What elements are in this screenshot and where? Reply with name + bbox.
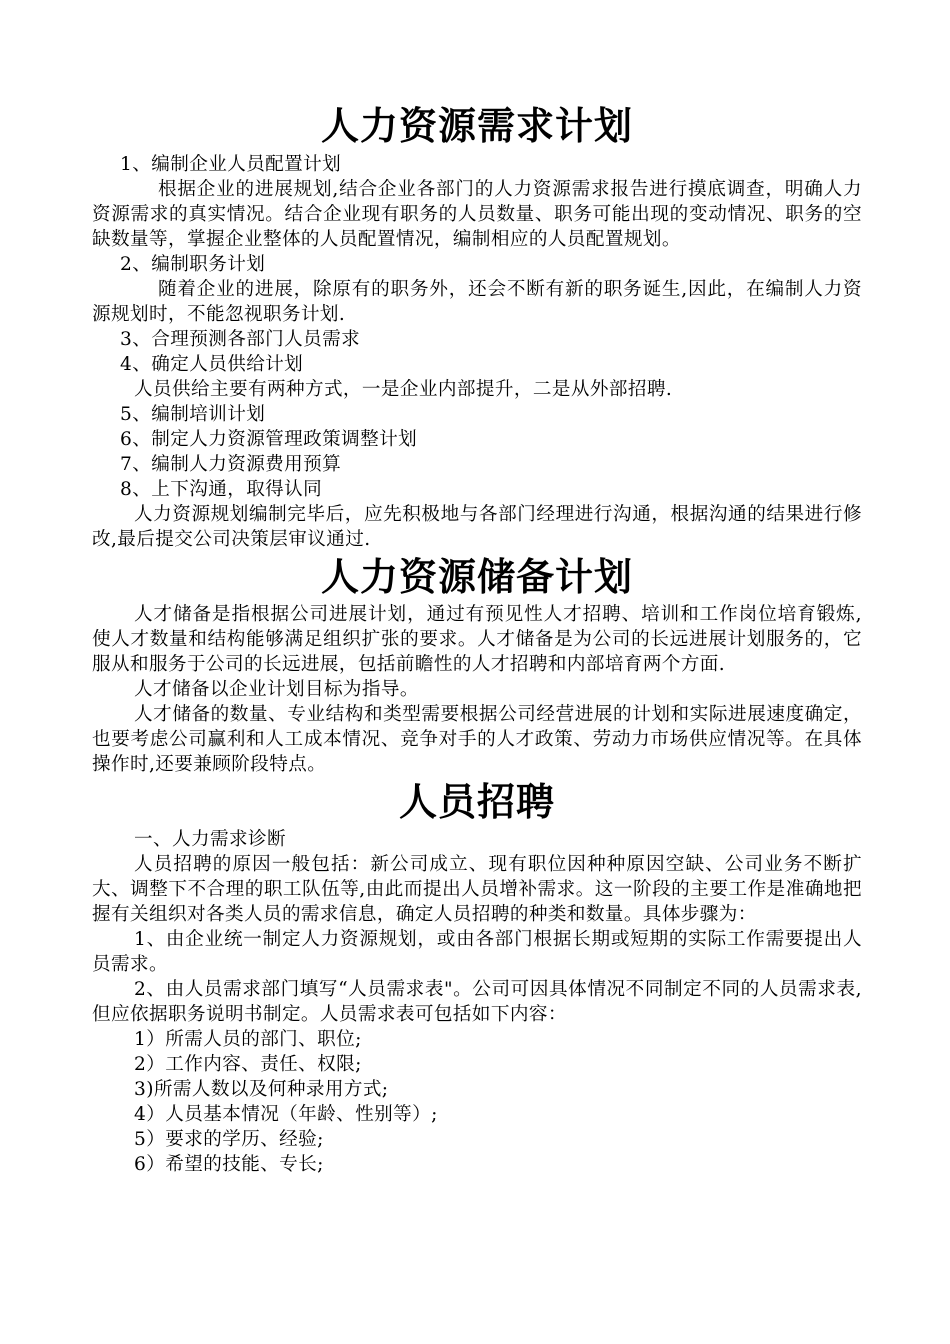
paragraph: 人员供给主要有两种方式，一是企业内部提升，二是从外部招聘. [134,379,673,400]
paragraph: 2、由人员需求部门填写“人员需求表"。公司可因具体情况不同制定不同的人员需求表,但应依据职务说明书制定。人员需求表可包括如下内容： [92,979,862,1025]
paragraph: 3、合理预测各部门人员需求 [120,329,361,350]
list-item: 3)所需人数以及何种录用方式; [134,1079,389,1100]
paragraph: 6、制定人力资源管理政策调整计划 [120,429,418,450]
list-item: 4）人员基本情况（年龄、性别等）; [134,1104,438,1125]
list-item: 5）要求的学历、经验; [134,1129,324,1150]
list-item: 6）希望的技能、专长; [134,1154,324,1175]
list-item: 1）所需人员的部门、职位; [134,1029,362,1050]
paragraph: 人员招聘的原因一般包括：新公司成立、现有职位因种种原因空缺、公司业务不断扩大、调整下不合理的职工队伍等,由此而提出人员增补需求。这一阶段的主要工作是准确地把握有关组织对各类人员的需求信息，确定人员招聘的种类和数量。具体步骤为： [92,854,862,925]
paragraph: 人才储备的数量、专业结构和类型需要根据公司经营进展的计划和实际进展速度确定，也要考虑公司赢利和人工成本情况、竞争对手的人才政策、劳动力市场供应情况等。在具体操作时,还要兼顾阶段特点。 [92,704,862,775]
paragraph: 人才储备是指根据公司进展计划，通过有预见性人才招聘、培训和工作岗位培育锻炼,使人才数量和结构能够满足组织扩张的要求。人才储备是为公司的长远进展计划服务的，它服从和服务于公司的长远进展，包括前瞻性的人才招聘和内部培育两个方面. [92,604,862,675]
section-title-reserve-plan: 人力资源储备计划 [320,555,633,599]
paragraph: 8、上下沟通，取得认同 [120,479,323,500]
section-title-demand-plan: 人力资源需求计划 [320,104,633,148]
paragraph: 1、编制企业人员配置计划 [120,154,342,175]
paragraph: 1、由企业统一制定人力资源规划，或由各部门根据长期或短期的实际工作需要提出人员需求。 [92,929,862,975]
paragraph: 7、编制人力资源费用预算 [120,454,342,475]
paragraph: 人力资源规划编制完毕后，应先积极地与各部门经理进行沟通，根据沟通的结果进行修改,最后提交公司决策层审议通过. [92,504,862,550]
section-title-recruitment: 人员招聘 [398,780,555,824]
document-body [92,100,862,1177]
paragraph: 根据企业的进展规划,结合企业各部门的人力资源需求报告进行摸底调查，明确人力资源需求的真实情况。结合企业现有职务的人员数量、职务可能出现的变动情况、职务的空缺数量等，掌握企业整体的人员配置情况，编制相应的人员配置规划。 [92,179,862,250]
paragraph: 4、确定人员供给计划 [120,354,304,375]
paragraph: 一、人力需求诊断 [134,829,286,850]
paragraph: 2、编制职务计划 [120,254,266,275]
paragraph: 随着企业的进展，除原有的职务外，还会不断有新的职务诞生,因此，在编制人力资源规划时，不能忽视职务计划. [92,279,862,325]
paragraph: 人才储备以企业计划目标为指导。 [134,679,419,700]
paragraph: 5、编制培训计划 [120,404,266,425]
list-item: 2）工作内容、责任、权限; [134,1054,362,1075]
